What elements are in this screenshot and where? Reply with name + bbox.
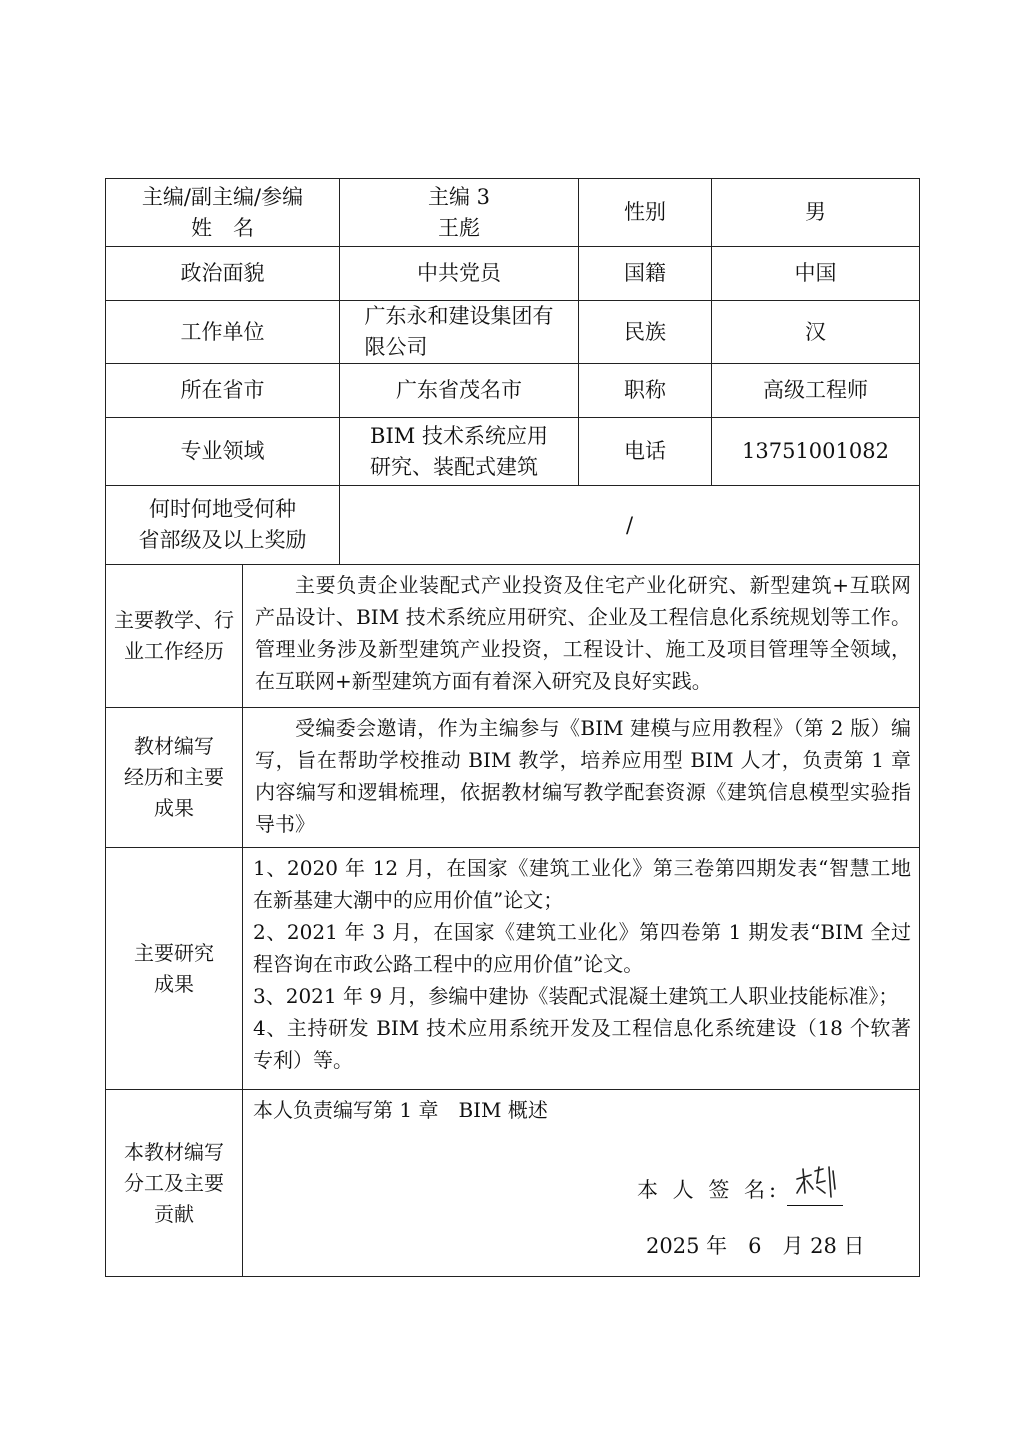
province-label: 所在省市 (180, 378, 265, 402)
job-title-value-cell (712, 364, 919, 418)
contribution-label-line1: 本教材编写 (124, 1139, 224, 1164)
ethnic-label: 民族 (624, 319, 666, 344)
awards-label-line1: 何时何地受何种 (149, 497, 296, 521)
name-value-cell (340, 179, 579, 247)
ethnic-value: 汉 (805, 319, 826, 344)
gender-label-cell (579, 179, 712, 247)
research-label-line2: 成果 (154, 971, 194, 996)
awards-label-line2: 省部级及以上奖励 (138, 528, 307, 552)
phone-label-cell (579, 418, 712, 486)
politics-label-cell (106, 247, 340, 301)
work-label-line2: 业工作经历 (124, 639, 224, 663)
work-label-cell (106, 565, 243, 708)
province-value-cell (340, 364, 579, 418)
job-title-label: 职称 (624, 378, 666, 402)
textbook-label-line1: 教材编写 (134, 734, 214, 758)
role-label: 主编/副主编/参编 (141, 184, 304, 209)
signature-row (637, 1174, 843, 1206)
field-value-line1: BIM 技术系统应用 (370, 423, 548, 448)
politics-label: 政治面貌 (180, 261, 265, 285)
name-label: 姓 名 (191, 215, 254, 240)
work-unit-label-cell (106, 301, 340, 364)
gender-value: 男 (805, 200, 826, 224)
work-text: 主要负责企业装配式产业投资及住宅产业化研究、新型建筑+互联网产品设计、BIM 技术系统应用研究、企业及工程信息化系统规划等工作。管理业务涉及新型建筑产业投资，工程设计、施工及项目管理等全领域，在互联网+新型建筑方面有着深入研究及良好实践。 (255, 573, 911, 693)
contribution-text: 本人负责编写第 1 章 BIM 概述 (253, 1098, 548, 1122)
gender-label: 性别 (624, 200, 666, 224)
work-unit-value-line2: 限公司 (364, 335, 428, 359)
awards-value: / (625, 512, 634, 537)
work-unit-value-line1: 广东永和建设集团有 (364, 304, 554, 328)
research-item-1: 1、2020 年 12 月，在国家《建筑工业化》第三卷第四期发表“智慧工地在新基建大潮中的应用价值”论文； (253, 856, 911, 912)
name-label-cell (106, 179, 340, 247)
work-unit-value-cell (340, 301, 579, 364)
research-text-cell (243, 848, 919, 1090)
role-value: 主编 3 (427, 184, 491, 209)
textbook-text: 受编委会邀请，作为主编参与《BIM 建模与应用教程》（第 2 版）编写，旨在帮助学校推动 BIM 教学，培养应用型 BIM 人才，负责第 1 章内容编写和逻辑梳理，依据教材编写教学配套资源《建筑信息模型实验指导书》 (255, 716, 911, 836)
textbook-label-line2: 经历和主要 (124, 765, 224, 789)
phone-label: 电话 (624, 439, 666, 463)
politics-value-cell (340, 247, 579, 301)
phone-value-cell (712, 418, 919, 486)
contribution-label-cell (106, 1090, 243, 1276)
ethnic-label-cell (579, 301, 712, 364)
research-label-line1: 主要研究 (134, 940, 214, 965)
province-label-cell (106, 364, 340, 418)
field-value-line2: 研究、装配式建筑 (370, 454, 539, 479)
field-value-cell (340, 418, 579, 486)
awards-label-cell (106, 486, 340, 565)
phone-value: 13751001082 (742, 439, 889, 463)
job-title-label-cell (579, 364, 712, 418)
job-title-value: 高级工程师 (763, 378, 868, 402)
ethnic-value-cell (712, 301, 919, 364)
work-label-line1: 主要教学、行 (114, 608, 234, 632)
nationality-label-cell (579, 247, 712, 301)
province-value: 广东省茂名市 (396, 378, 522, 402)
signature-label: 本 人 签 名: (637, 1178, 781, 1202)
signature-line (787, 1181, 843, 1206)
contribution-text-cell (243, 1090, 919, 1276)
work-unit-label: 工作单位 (180, 319, 265, 344)
contribution-label-line2: 分工及主要 (124, 1170, 224, 1195)
field-label-cell (106, 418, 340, 486)
name-value: 王彪 (437, 215, 480, 240)
work-text-cell (243, 565, 919, 708)
politics-value: 中共党员 (417, 261, 501, 285)
nationality-value: 中国 (794, 261, 837, 285)
contribution-label-line3: 贡献 (154, 1201, 194, 1226)
research-label-cell (106, 848, 243, 1090)
research-item-2: 2、2021 年 3 月，在国家《建筑工业化》第四卷第 1 期发表“BIM 全过程咨询在市政公路工程中的应用价值”论文。 (253, 920, 911, 976)
field-label: 专业领域 (180, 439, 265, 463)
textbook-label-line3: 成果 (154, 796, 194, 820)
research-item-3: 3、2021 年 9 月，参编中建协《装配式混凝土建筑工人职业技能标准》； (253, 984, 899, 1008)
date-text: 2025 年 6 月 28 日 (646, 1234, 865, 1258)
nationality-label: 国籍 (624, 261, 666, 285)
handwritten-signature (789, 1163, 845, 1203)
awards-value-cell (340, 486, 919, 565)
gender-value-cell (712, 179, 919, 247)
textbook-text-cell (243, 708, 919, 848)
nationality-value-cell (712, 247, 919, 301)
research-item-4: 4、主持研发 BIM 技术应用系统开发及工程信息化系统建设（18 个软著专利）等。 (253, 1016, 911, 1072)
info-form (105, 178, 920, 1277)
textbook-label-cell (106, 708, 243, 848)
